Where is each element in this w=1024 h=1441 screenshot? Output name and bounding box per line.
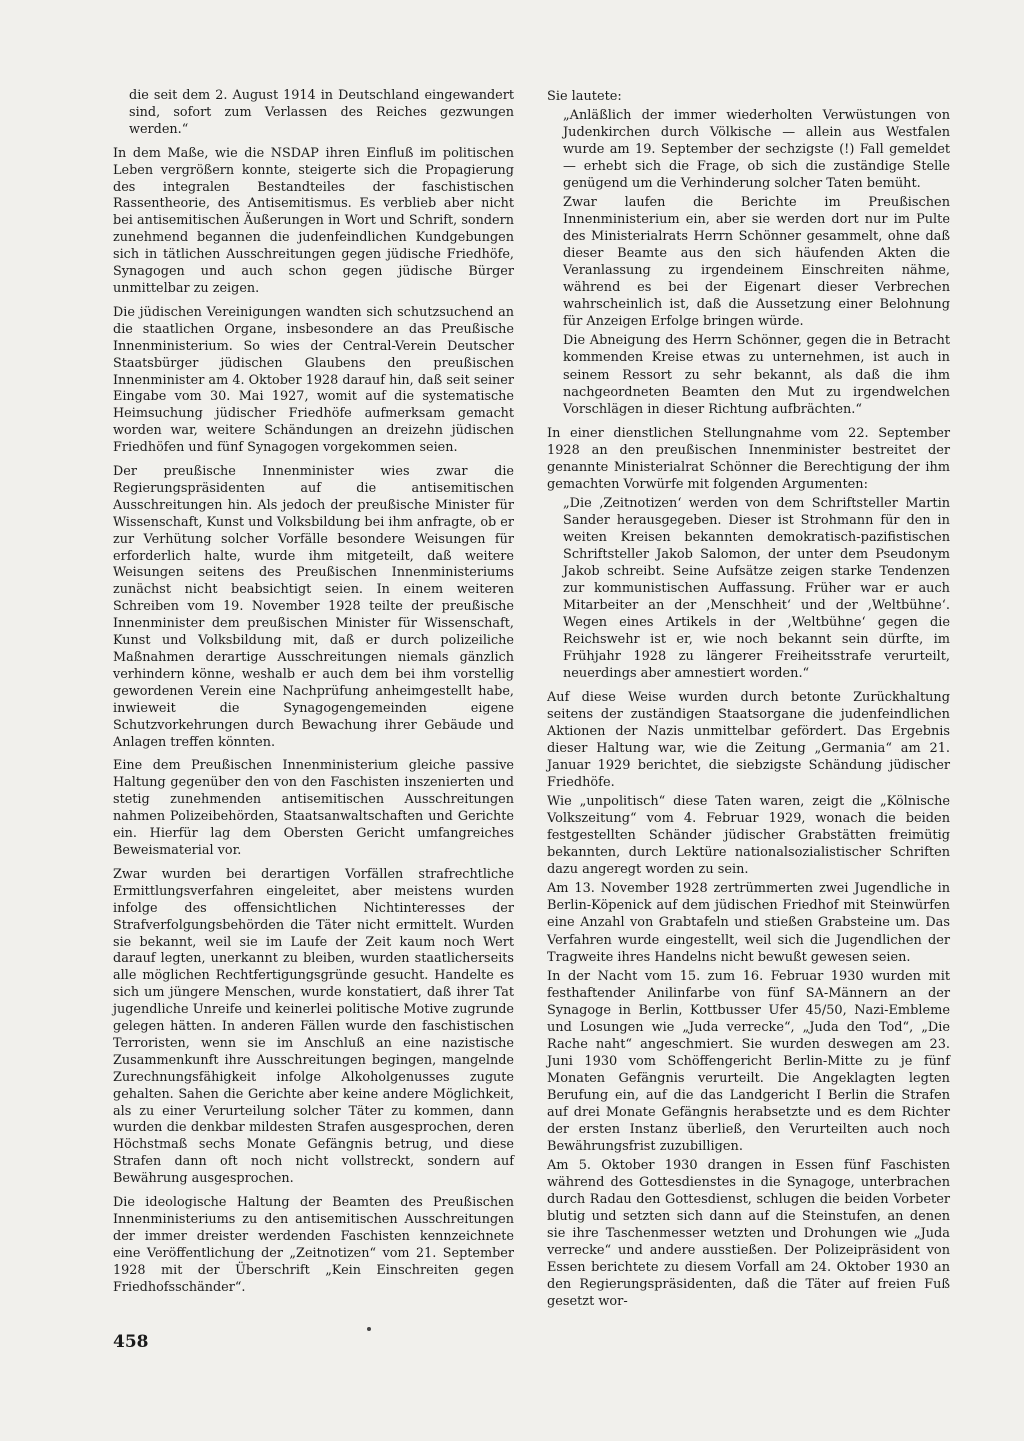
left-text-column	[113, 88, 514, 1304]
paragraph: Der preußische Innenminister wies zwar die Regierungspräsidenten auf die antisemitischen Ausschreitungen hin. Als jedoch der preußische Minister für Wissenschaft, Kunst und Volksbildung bei ihm anfragte, ob er zur Verhütung solcher Vorfälle besondere Weisungen für erforderlich halte, wurde ihm mitgeteilt, daß weitere Weisungen seitens des Preußischen Innenministeriums zunächst nicht beabsichtigt seien. In einem weiteren Schreiben vom 19. November 1928 teilte der preußische Innenminister dem preußischen Minister für Wissenschaft, Kunst und Volksbildung mit, daß er durch polizeiliche Maßnahmen derartige Ausschreitungen niemals gänzlich verhindern könne, weshalb er auch dem bei ihm vorstellig gewordenen Verein eine Nachprüfung anheimgestellt habe, inwieweit die Synagogengemeinden eigene Schutzvorkehrungen durch Bewachung ihrer Gebäude und Anlagen treffen könnten.	[113, 464, 514, 750]
paragraph-quote-end: die seit dem 2. August 1914 in Deutschland eingewandert sind, sofort zum Verlassen des Reiches gezwungen werden.“	[129, 88, 514, 137]
right-text-column	[547, 88, 950, 1312]
paragraph: Zwar wurden bei derartigen Vorfällen strafrechtliche Ermittlungsverfahren eingeleitet, aber meistens wurden infolge des offensichtlichen Nichtinteresses der Strafverfolgungsbehörden die Täter nicht ermittelt. Wurden sie bekannt, weil sie im Laufe der Zeit kaum noch Wert darauf legten, unerkannt zu bleiben, wurden staatlicherseits alle möglichen Rechtfertigungsgründe gesucht. Handelte es sich um jüngere Menschen, wurde konstatiert, daß ihrer Tat jugendliche Unreife und keinerlei politische Motive zugrunde gelegen hätten. In anderen Fällen wurde den faschistischen Terroristen, wenn sie im Anschluß an eine nazistische Zusammenkunft ihre Ausschreitungen begingen, mangelnde Zurechnungsfähigkeit infolge Alkoholgenusses zugute gehalten. Sahen die Gerichte aber keine andere Möglichkeit, als zu einer Verurteilung solcher Täter zu kommen, dann wurden die denkbar mildesten Strafen ausgesprochen, deren Höchstmaß sechs Monate Gefängnis betrug, und diese Strafen dann oft noch nicht vollstreckt, sondern auf Bewährung ausgesprochen.	[113, 866, 514, 1187]
paragraph: Am 5. Oktober 1930 drangen in Essen fünf Faschisten während des Gottesdienstes in die Synagoge, unterbrachen durch Radau den Gottesdienst, schlugen die beiden Vorbeter blutig und setzten sich dann auf die Steinstufen, an denen sie ihre Taschenmesser wetzten und Drohungen wie „Juda verrecke“ und andere ausstießen. Der Polizeipräsident von Essen berichtete zu diesem Vorfall am 24. Oktober 1930 an den Regierungspräsidenten, daß die Täter auf freien Fuß gesetzt wor-	[547, 1157, 950, 1310]
quote-intro: Sie lautete:	[547, 89, 622, 104]
block-quote: „Die ‚Zeitnotizen‘ werden von dem Schriftsteller Martin Sander herausgegeben. Dieser ist Strohmann für den in weiten Kreisen bekannten demokratisch-pazifistischen Schriftsteller Jakob Salomon, der unter dem Pseudonym Jakob schreibt. Seine Aufsätze zeigen starke Tendenzen zur kommunistischen Auffassung. Früher war er auch Mitarbeiter an der ‚Menschheit‘ und der ‚Weltbühne‘. Wegen eines Artikels in der ‚Weltbühne‘ gegen die Reichswehr ist er, wie noch bekannt sein dürfte, im Frühjahr 1928 zu längerer Freiheitsstrafe verurteilt, neuerdings aber amnestiert worden.“	[563, 495, 950, 682]
paragraph: Wie „unpolitisch“ diese Taten waren, zeigt die „Kölnische Volkszeitung“ vom 4. Februar 1929, wonach die beiden festgestellten Schänder jüdischer Grabstätten freimütig bekannten, durch Lektüre nationalsozialistischer Schriften dazu angeregt worden zu sein.	[547, 794, 950, 878]
paragraph: Eine dem Preußischen Innenministerium gleiche passive Haltung gegenüber den von den Faschisten inszenierten und stetig zunehmenden antisemitischen Ausschreitungen nahmen Polizeibehörden, Staatsanwaltschaften und Gerichte ein. Hierfür lag dem Obersten Gericht umfangreiches Beweismaterial vor.	[113, 758, 514, 858]
block-quote: Die Abneigung des Herrn Schönner, gegen die in Betracht kommenden Kreise etwas zu unternehmen, ist auch in seinem Ressort zu sehr bekannt, als daß die ihm nachgeordneten Beamten den Mut zu irgendwelchen Vorschlägen in dieser Richtung aufbrächten.“	[563, 333, 950, 417]
block-quote: „Anläßlich der immer wiederholten Verwüstungen von Judenkirchen durch Völkische — allein aus Westfalen wurde am 19. September der sechzigste (!) Fall gemeldet — erhebt sich die Frage, ob sich die zuständige Stelle genügend um die Verhinderung solcher Taten bemüht.	[563, 108, 950, 192]
paragraph: Die ideologische Haltung der Beamten des Preußischen Innenministeriums zu den antisemitischen Ausschreitungen der immer dreister werdenden Faschisten kennzeichnete eine Veröffentlichung der „Zeitnotizen“ vom 21. September 1928 mit der Überschrift „Kein Einschreiten gegen Friedhofsschänder“.	[113, 1195, 514, 1295]
paragraph: Die jüdischen Vereinigungen wandten sich schutzsuchend an die staatlichen Organe, insbesondere an das Preußische Innenministerium. So wies der Central-Verein Deutscher Staatsbürger jüdischen Glaubens den preußischen Innenminister am 4. Oktober 1928 darauf hin, daß seit seiner Eingabe vom 30. Mai 1927, womit auf die systematische Heimsuchung jüdischer Friedhöfe aufmerksam gemacht worden war, weitere Schändungen an dreizehn jüdischen Friedhöfen und fünf Synagogen vorgekommen seien.	[113, 304, 514, 456]
paragraph: In einer dienstlichen Stellungnahme vom 22. September 1928 an den preußischen Innenminister bestreitet der genannte Ministerialrat Schönner die Berechtigung der ihm gemachten Vorwürfe mit folgenden Argumenten:	[547, 425, 950, 492]
paragraph: Am 13. November 1928 zertrümmerten zwei Jugendliche in Berlin-Köpenick auf dem jüdischen Friedhof mit Steinwürfen eine Anzahl von Grabtafeln und stießen Grabsteine um. Das Verfahren wurde eingestellt, weil sich die Jugendlichen der Tragweite ihres Handelns nicht bewußt gewesen seien.	[547, 881, 950, 965]
paragraph: In dem Maße, wie die NSDAP ihren Einfluß im politischen Leben vergrößern konnte, steigerte sich die Propagierung des integralen Bestandteiles der faschistischen Rassentheorie, des Antisemitismus. Es verblieb aber nicht bei antisemitischen Äußerungen in Wort und Schrift, sondern zunehmend begannen die judenfeindlichen Kundgebungen sich in tätlichen Ausschreitungen gegen jüdische Friedhöfe, Synagogen und auch schon gegen jüdische Bürger unmittelbar zu zeigen.	[113, 145, 514, 296]
block-quote: Zwar laufen die Berichte im Preußischen Innenministerium ein, aber sie werden dort nur im Pulte des Ministerialrats Herrn Schönner gesammelt, ohne daß dieser Beamte aus den sich häufenden Akten die Veranlassung zu irgendeinem Einschreiten nähme, während es bei der Eigenart dieser Verbrechen wahrscheinlich ist, daß die Aussetzung einer Belohnung für Anzeigen Erfolge bringen würde.	[563, 195, 950, 330]
page-number: 458	[113, 1332, 149, 1352]
paragraph: Auf diese Weise wurden durch betonte Zurückhaltung seitens der zuständigen Staatsorgane die judenfeindlichen Aktionen der Nazis unmittelbar gefördert. Das Ergebnis dieser Haltung war, wie die Zeitung „Germania“ am 21. Januar 1929 berichtet, die siebzigste Schändung jüdischer Friedhöfe.	[547, 690, 950, 791]
paragraph: In der Nacht vom 15. zum 16. Februar 1930 wurden mit festhaftender Anilinfarbe von fünf SA-Männern an der Synagoge in Berlin, Kottbusser Ufer 45/50, Nazi-Embleme und Losungen wie „Juda verrecke“, „Juda den Tod“, „Die Rache naht“ angeschmiert. Sie wurden deswegen am 23. Juni 1930 vom Schöffengericht Berlin-Mitte zu je fünf Monaten Gefängnis verurteilt. Die Angeklagten legten Berufung ein, auf die das Landgericht I Berlin die Strafen auf drei Monate Gefängnis herabsetzte und es dem Richter der ersten Instanz überließ, den Verurteilten auch noch Bewährungsfrist zuzubilligen.	[547, 968, 950, 1154]
ink-dot	[367, 1327, 371, 1331]
